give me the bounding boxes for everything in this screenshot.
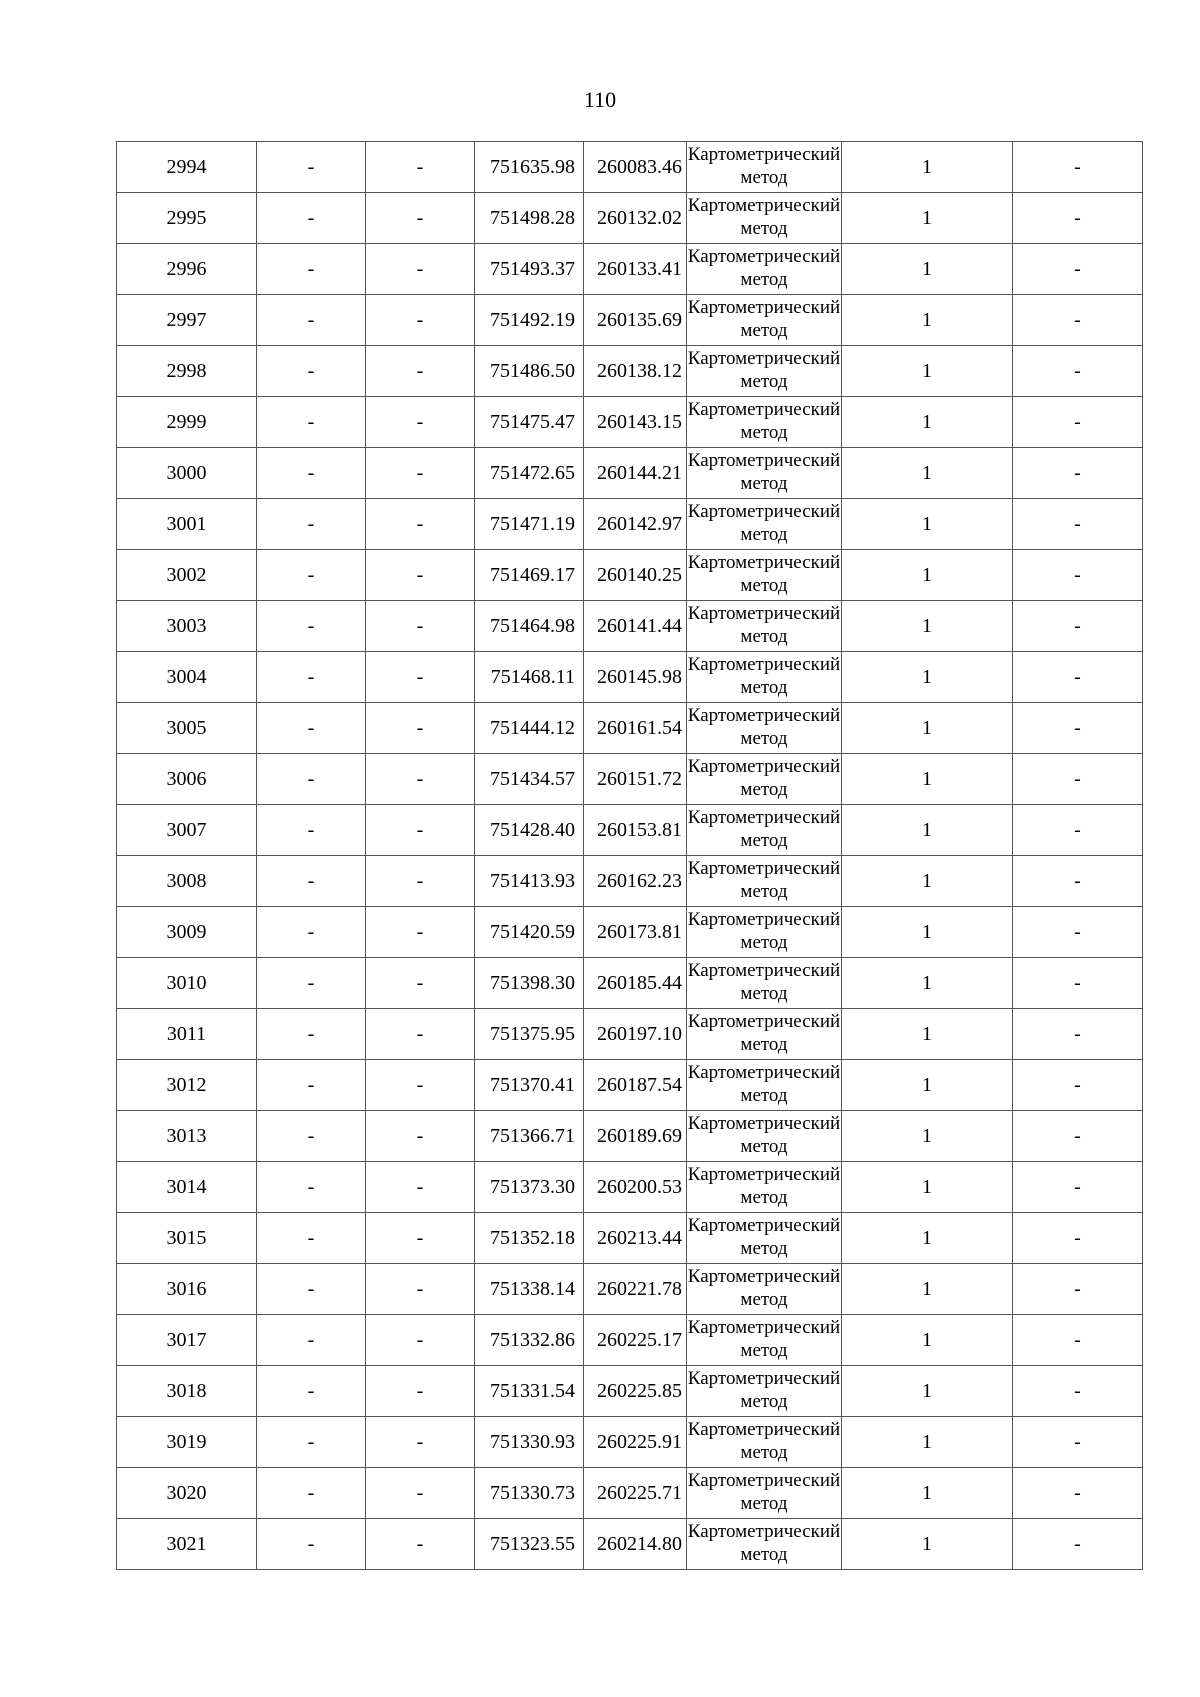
point-number-cell: 2995 — [117, 193, 257, 244]
empty-value-cell: - — [1013, 550, 1143, 601]
precision-cell: 1 — [842, 1417, 1013, 1468]
table-row — [117, 193, 1143, 244]
x-coordinate-cell: 751323.55 — [475, 1519, 584, 1570]
point-number-cell: 3009 — [117, 907, 257, 958]
empty-value-cell: - — [257, 346, 366, 397]
method-cell: Картометрический метод — [687, 244, 842, 295]
x-coordinate-cell: 751468.11 — [475, 652, 584, 703]
empty-value-cell: - — [1013, 856, 1143, 907]
y-coordinate-cell: 260145.98 — [584, 652, 687, 703]
empty-value-cell: - — [257, 550, 366, 601]
x-coordinate-cell: 751413.93 — [475, 856, 584, 907]
y-coordinate-cell: 260135.69 — [584, 295, 687, 346]
empty-value-cell: - — [366, 346, 475, 397]
y-coordinate-cell: 260225.71 — [584, 1468, 687, 1519]
y-coordinate-cell: 260144.21 — [584, 448, 687, 499]
point-number-cell: 3013 — [117, 1111, 257, 1162]
empty-value-cell: - — [1013, 652, 1143, 703]
point-number-cell: 3017 — [117, 1315, 257, 1366]
method-cell: Картометрический метод — [687, 907, 842, 958]
empty-value-cell: - — [257, 652, 366, 703]
precision-cell: 1 — [842, 1468, 1013, 1519]
y-coordinate-cell: 260197.10 — [584, 1009, 687, 1060]
table-row — [117, 1264, 1143, 1315]
precision-cell: 1 — [842, 346, 1013, 397]
empty-value-cell: - — [257, 703, 366, 754]
table-row — [117, 1060, 1143, 1111]
empty-value-cell: - — [257, 499, 366, 550]
precision-cell: 1 — [842, 703, 1013, 754]
empty-value-cell: - — [1013, 1468, 1143, 1519]
table-row — [117, 907, 1143, 958]
precision-cell: 1 — [842, 805, 1013, 856]
empty-value-cell: - — [366, 1366, 475, 1417]
empty-value-cell: - — [366, 652, 475, 703]
y-coordinate-cell: 260153.81 — [584, 805, 687, 856]
table-row — [117, 448, 1143, 499]
empty-value-cell: - — [257, 1315, 366, 1366]
y-coordinate-cell: 260225.17 — [584, 1315, 687, 1366]
empty-value-cell: - — [1013, 1060, 1143, 1111]
table-row — [117, 397, 1143, 448]
empty-value-cell: - — [257, 1213, 366, 1264]
x-coordinate-cell: 751492.19 — [475, 295, 584, 346]
x-coordinate-cell: 751338.14 — [475, 1264, 584, 1315]
y-coordinate-cell: 260141.44 — [584, 601, 687, 652]
x-coordinate-cell: 751493.37 — [475, 244, 584, 295]
method-cell: Картометрический метод — [687, 805, 842, 856]
precision-cell: 1 — [842, 193, 1013, 244]
table-row — [117, 1213, 1143, 1264]
table-row — [117, 1468, 1143, 1519]
method-cell: Картометрический метод — [687, 1060, 842, 1111]
table-row — [117, 499, 1143, 550]
empty-value-cell: - — [257, 1162, 366, 1213]
table-row — [117, 244, 1143, 295]
empty-value-cell: - — [257, 142, 366, 193]
empty-value-cell: - — [366, 448, 475, 499]
y-coordinate-cell: 260140.25 — [584, 550, 687, 601]
x-coordinate-cell: 751498.28 — [475, 193, 584, 244]
empty-value-cell: - — [257, 1468, 366, 1519]
point-number-cell: 3015 — [117, 1213, 257, 1264]
y-coordinate-cell: 260225.91 — [584, 1417, 687, 1468]
y-coordinate-cell: 260225.85 — [584, 1366, 687, 1417]
empty-value-cell: - — [257, 1519, 366, 1570]
empty-value-cell: - — [1013, 1162, 1143, 1213]
empty-value-cell: - — [1013, 703, 1143, 754]
empty-value-cell: - — [366, 295, 475, 346]
point-number-cell: 3008 — [117, 856, 257, 907]
empty-value-cell: - — [366, 1315, 475, 1366]
empty-value-cell: - — [1013, 1315, 1143, 1366]
empty-value-cell: - — [1013, 1417, 1143, 1468]
table-row — [117, 1111, 1143, 1162]
method-cell: Картометрический метод — [687, 652, 842, 703]
method-cell: Картометрический метод — [687, 346, 842, 397]
x-coordinate-cell: 751471.19 — [475, 499, 584, 550]
y-coordinate-cell: 260189.69 — [584, 1111, 687, 1162]
x-coordinate-cell: 751464.98 — [475, 601, 584, 652]
empty-value-cell: - — [366, 1111, 475, 1162]
precision-cell: 1 — [842, 1264, 1013, 1315]
method-cell: Картометрический метод — [687, 601, 842, 652]
method-cell: Картометрический метод — [687, 1315, 842, 1366]
empty-value-cell: - — [1013, 346, 1143, 397]
method-cell: Картометрический метод — [687, 958, 842, 1009]
point-number-cell: 3019 — [117, 1417, 257, 1468]
empty-value-cell: - — [366, 754, 475, 805]
point-number-cell: 3021 — [117, 1519, 257, 1570]
method-cell: Картометрический метод — [687, 1162, 842, 1213]
empty-value-cell: - — [1013, 1366, 1143, 1417]
empty-value-cell: - — [366, 1417, 475, 1468]
x-coordinate-cell: 751635.98 — [475, 142, 584, 193]
method-cell: Картометрический метод — [687, 1366, 842, 1417]
y-coordinate-cell: 260213.44 — [584, 1213, 687, 1264]
x-coordinate-cell: 751428.40 — [475, 805, 584, 856]
x-coordinate-cell: 751366.71 — [475, 1111, 584, 1162]
method-cell: Картометрический метод — [687, 499, 842, 550]
precision-cell: 1 — [842, 397, 1013, 448]
empty-value-cell: - — [257, 295, 366, 346]
empty-value-cell: - — [257, 1264, 366, 1315]
table-row — [117, 142, 1143, 193]
method-cell: Картометрический метод — [687, 703, 842, 754]
empty-value-cell: - — [366, 244, 475, 295]
empty-value-cell: - — [1013, 907, 1143, 958]
empty-value-cell: - — [366, 601, 475, 652]
y-coordinate-cell: 260221.78 — [584, 1264, 687, 1315]
empty-value-cell: - — [366, 1264, 475, 1315]
y-coordinate-cell: 260133.41 — [584, 244, 687, 295]
precision-cell: 1 — [842, 499, 1013, 550]
method-cell: Картометрический метод — [687, 448, 842, 499]
empty-value-cell: - — [257, 958, 366, 1009]
point-number-cell: 3001 — [117, 499, 257, 550]
empty-value-cell: - — [257, 1111, 366, 1162]
precision-cell: 1 — [842, 856, 1013, 907]
precision-cell: 1 — [842, 244, 1013, 295]
precision-cell: 1 — [842, 1060, 1013, 1111]
precision-cell: 1 — [842, 1009, 1013, 1060]
y-coordinate-cell: 260151.72 — [584, 754, 687, 805]
point-number-cell: 3004 — [117, 652, 257, 703]
y-coordinate-cell: 260214.80 — [584, 1519, 687, 1570]
table-row — [117, 1315, 1143, 1366]
method-cell: Картометрический метод — [687, 550, 842, 601]
empty-value-cell: - — [366, 958, 475, 1009]
empty-value-cell: - — [1013, 805, 1143, 856]
table-row — [117, 652, 1143, 703]
empty-value-cell: - — [1013, 142, 1143, 193]
method-cell: Картометрический метод — [687, 397, 842, 448]
y-coordinate-cell: 260132.02 — [584, 193, 687, 244]
empty-value-cell: - — [366, 550, 475, 601]
precision-cell: 1 — [842, 550, 1013, 601]
x-coordinate-cell: 751331.54 — [475, 1366, 584, 1417]
empty-value-cell: - — [1013, 1009, 1143, 1060]
empty-value-cell: - — [257, 193, 366, 244]
point-number-cell: 3007 — [117, 805, 257, 856]
table-row — [117, 601, 1143, 652]
point-number-cell: 3014 — [117, 1162, 257, 1213]
x-coordinate-cell: 751330.93 — [475, 1417, 584, 1468]
empty-value-cell: - — [1013, 754, 1143, 805]
table-row — [117, 346, 1143, 397]
y-coordinate-cell: 260083.46 — [584, 142, 687, 193]
table-row — [117, 1519, 1143, 1570]
empty-value-cell: - — [1013, 244, 1143, 295]
empty-value-cell: - — [1013, 601, 1143, 652]
y-coordinate-cell: 260161.54 — [584, 703, 687, 754]
x-coordinate-cell: 751332.86 — [475, 1315, 584, 1366]
empty-value-cell: - — [257, 1060, 366, 1111]
point-number-cell: 3016 — [117, 1264, 257, 1315]
method-cell: Картометрический метод — [687, 142, 842, 193]
point-number-cell: 2997 — [117, 295, 257, 346]
x-coordinate-cell: 751398.30 — [475, 958, 584, 1009]
x-coordinate-cell: 751330.73 — [475, 1468, 584, 1519]
point-number-cell: 2999 — [117, 397, 257, 448]
empty-value-cell: - — [257, 856, 366, 907]
empty-value-cell: - — [257, 601, 366, 652]
empty-value-cell: - — [366, 856, 475, 907]
empty-value-cell: - — [1013, 1519, 1143, 1570]
precision-cell: 1 — [842, 1315, 1013, 1366]
empty-value-cell: - — [366, 703, 475, 754]
method-cell: Картометрический метод — [687, 193, 842, 244]
empty-value-cell: - — [366, 193, 475, 244]
table-row — [117, 550, 1143, 601]
empty-value-cell: - — [366, 397, 475, 448]
precision-cell: 1 — [842, 1111, 1013, 1162]
x-coordinate-cell: 751370.41 — [475, 1060, 584, 1111]
point-number-cell: 3002 — [117, 550, 257, 601]
empty-value-cell: - — [257, 1417, 366, 1468]
precision-cell: 1 — [842, 1366, 1013, 1417]
method-cell: Картометрический метод — [687, 1009, 842, 1060]
table-row — [117, 805, 1143, 856]
empty-value-cell: - — [257, 805, 366, 856]
x-coordinate-cell: 751420.59 — [475, 907, 584, 958]
method-cell: Картометрический метод — [687, 1519, 842, 1570]
y-coordinate-cell: 260162.23 — [584, 856, 687, 907]
precision-cell: 1 — [842, 1162, 1013, 1213]
empty-value-cell: - — [366, 805, 475, 856]
empty-value-cell: - — [366, 907, 475, 958]
empty-value-cell: - — [1013, 295, 1143, 346]
precision-cell: 1 — [842, 754, 1013, 805]
empty-value-cell: - — [1013, 1213, 1143, 1264]
y-coordinate-cell: 260142.97 — [584, 499, 687, 550]
empty-value-cell: - — [1013, 1264, 1143, 1315]
table-body — [117, 142, 1143, 1570]
point-number-cell: 3010 — [117, 958, 257, 1009]
method-cell: Картометрический метод — [687, 1111, 842, 1162]
x-coordinate-cell: 751472.65 — [475, 448, 584, 499]
empty-value-cell: - — [1013, 958, 1143, 1009]
table-row — [117, 1162, 1143, 1213]
method-cell: Картометрический метод — [687, 1417, 842, 1468]
point-number-cell: 3020 — [117, 1468, 257, 1519]
table-row — [117, 958, 1143, 1009]
empty-value-cell: - — [1013, 499, 1143, 550]
y-coordinate-cell: 260143.15 — [584, 397, 687, 448]
point-number-cell: 3011 — [117, 1009, 257, 1060]
x-coordinate-cell: 751373.30 — [475, 1162, 584, 1213]
empty-value-cell: - — [366, 142, 475, 193]
x-coordinate-cell: 751469.17 — [475, 550, 584, 601]
point-number-cell: 3012 — [117, 1060, 257, 1111]
table-row — [117, 1417, 1143, 1468]
method-cell: Картометрический метод — [687, 1468, 842, 1519]
precision-cell: 1 — [842, 958, 1013, 1009]
empty-value-cell: - — [1013, 193, 1143, 244]
point-number-cell: 3000 — [117, 448, 257, 499]
method-cell: Картометрический метод — [687, 295, 842, 346]
empty-value-cell: - — [257, 754, 366, 805]
precision-cell: 1 — [842, 142, 1013, 193]
table-row — [117, 1366, 1143, 1417]
empty-value-cell: - — [257, 1009, 366, 1060]
empty-value-cell: - — [1013, 397, 1143, 448]
empty-value-cell: - — [257, 448, 366, 499]
precision-cell: 1 — [842, 448, 1013, 499]
method-cell: Картометрический метод — [687, 1264, 842, 1315]
table-row — [117, 856, 1143, 907]
coordinates-table — [116, 141, 1143, 1570]
empty-value-cell: - — [257, 907, 366, 958]
empty-value-cell: - — [1013, 448, 1143, 499]
method-cell: Картометрический метод — [687, 754, 842, 805]
empty-value-cell: - — [366, 1213, 475, 1264]
empty-value-cell: - — [257, 244, 366, 295]
empty-value-cell: - — [366, 1468, 475, 1519]
table-row — [117, 754, 1143, 805]
page-number: 110 — [583, 87, 617, 112]
empty-value-cell: - — [366, 1009, 475, 1060]
x-coordinate-cell: 751475.47 — [475, 397, 584, 448]
y-coordinate-cell: 260187.54 — [584, 1060, 687, 1111]
method-cell: Картометрический метод — [687, 856, 842, 907]
x-coordinate-cell: 751375.95 — [475, 1009, 584, 1060]
empty-value-cell: - — [366, 1060, 475, 1111]
point-number-cell: 2996 — [117, 244, 257, 295]
method-cell: Картометрический метод — [687, 1213, 842, 1264]
precision-cell: 1 — [842, 1213, 1013, 1264]
point-number-cell: 3005 — [117, 703, 257, 754]
x-coordinate-cell: 751434.57 — [475, 754, 584, 805]
x-coordinate-cell: 751444.12 — [475, 703, 584, 754]
y-coordinate-cell: 260185.44 — [584, 958, 687, 1009]
x-coordinate-cell: 751486.50 — [475, 346, 584, 397]
precision-cell: 1 — [842, 295, 1013, 346]
point-number-cell: 3003 — [117, 601, 257, 652]
y-coordinate-cell: 260173.81 — [584, 907, 687, 958]
empty-value-cell: - — [257, 397, 366, 448]
x-coordinate-cell: 751352.18 — [475, 1213, 584, 1264]
empty-value-cell: - — [1013, 1111, 1143, 1162]
point-number-cell: 3018 — [117, 1366, 257, 1417]
table-row — [117, 703, 1143, 754]
empty-value-cell: - — [366, 499, 475, 550]
y-coordinate-cell: 260138.12 — [584, 346, 687, 397]
precision-cell: 1 — [842, 601, 1013, 652]
table-row — [117, 1009, 1143, 1060]
y-coordinate-cell: 260200.53 — [584, 1162, 687, 1213]
precision-cell: 1 — [842, 907, 1013, 958]
point-number-cell: 2994 — [117, 142, 257, 193]
point-number-cell: 3006 — [117, 754, 257, 805]
empty-value-cell: - — [366, 1519, 475, 1570]
table-row — [117, 295, 1143, 346]
empty-value-cell: - — [257, 1366, 366, 1417]
point-number-cell: 2998 — [117, 346, 257, 397]
precision-cell: 1 — [842, 652, 1013, 703]
precision-cell: 1 — [842, 1519, 1013, 1570]
empty-value-cell: - — [366, 1162, 475, 1213]
